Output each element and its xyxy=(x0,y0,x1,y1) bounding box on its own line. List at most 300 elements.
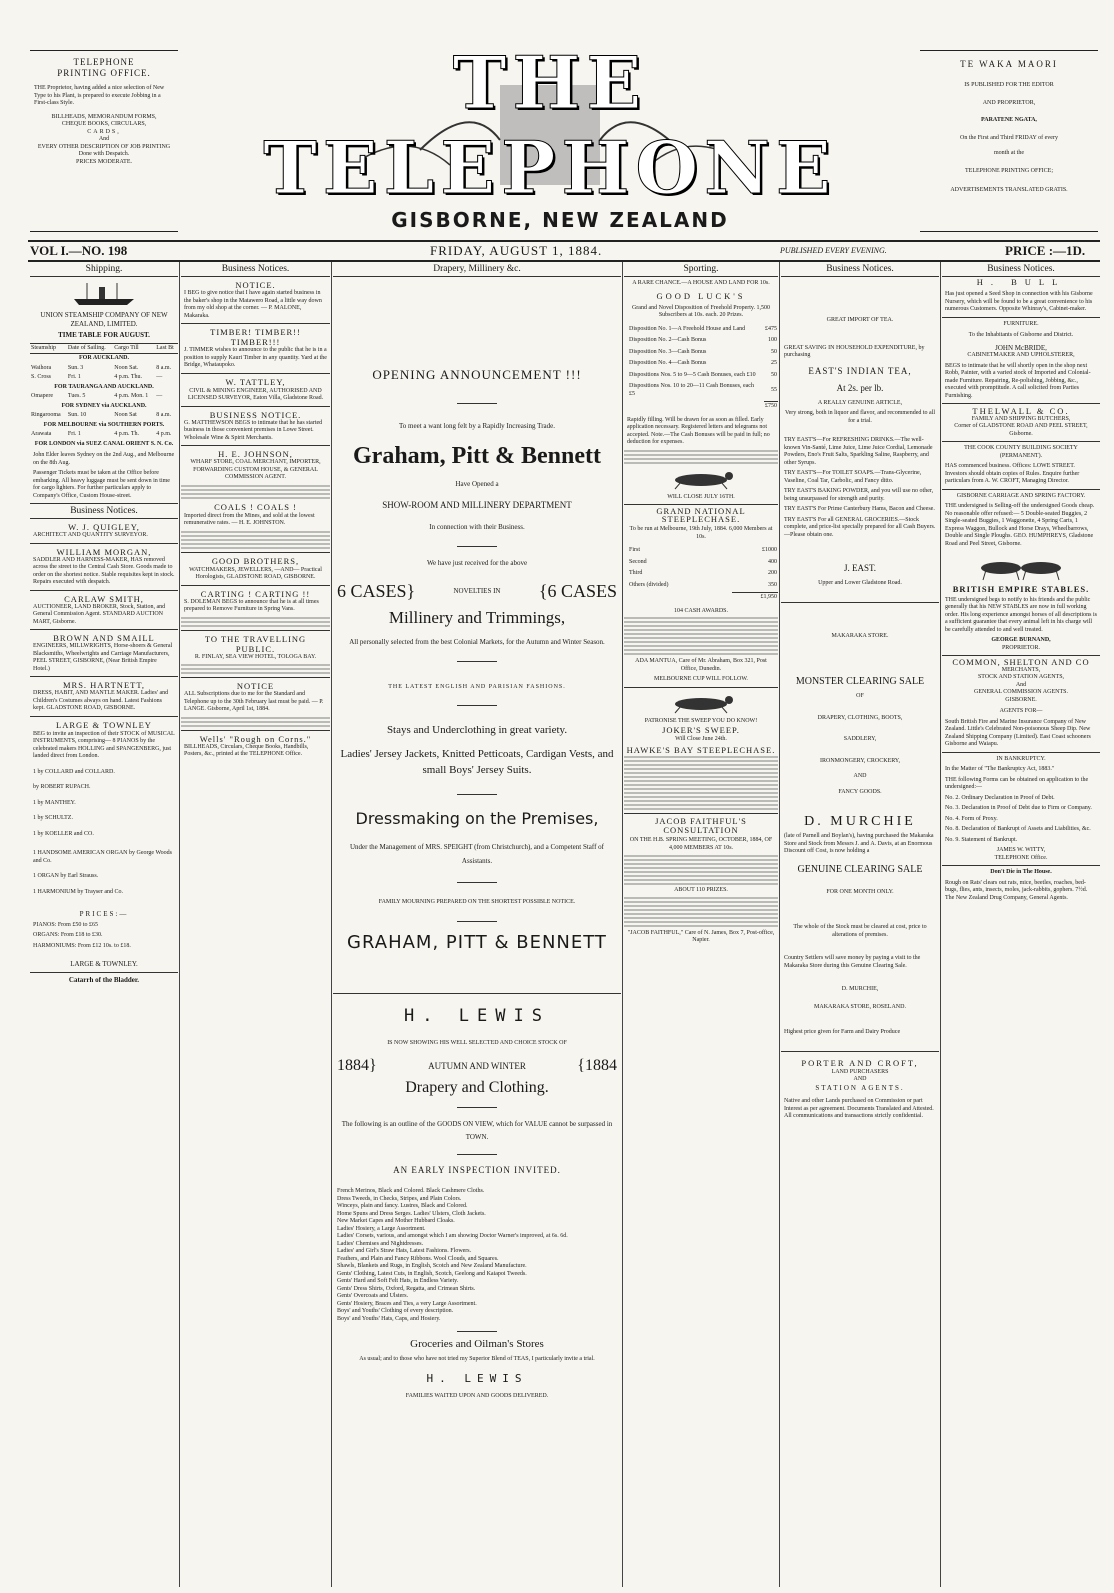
year-right: {1884 xyxy=(577,1057,617,1074)
table-cell: £1000 xyxy=(762,547,777,553)
header-rule xyxy=(28,240,1100,242)
table-cell: 50 xyxy=(771,371,777,378)
timetable-section: FOR SYDNEY via AUCKLAND. xyxy=(61,402,147,409)
ad-text: FAMILY MOURNING PREPARED ON THE SHORTEST POSSIBLE NOTICE. xyxy=(378,899,576,905)
novelties-label: NOVELTIES IN xyxy=(453,587,501,596)
ship-company: UNION STEAMSHIP COMPANY OF NEW ZEALAND, LIMITED. xyxy=(40,311,168,328)
ad-text: The whole of the Stock must be cleared at cost, price to alterations of premises. xyxy=(793,924,927,938)
table-cell: Second xyxy=(629,558,647,565)
table-cell: 25 xyxy=(771,360,777,366)
steamship-icon xyxy=(69,281,139,307)
showroom-line: SHOW-ROOM AND MILLINERY DEPARTMENT xyxy=(382,500,572,510)
box-item: And xyxy=(98,136,110,142)
column-heading: Sporting. xyxy=(624,262,778,277)
timetable-cell: Noon Sat xyxy=(114,412,137,418)
groceries-heading: Groceries and Oilman's Stores xyxy=(410,1338,544,1350)
goods-item: SADDLERY, xyxy=(843,736,877,742)
ad-title: Catarrh of the Bladder. xyxy=(68,975,140,984)
table-cell: Others (divided) xyxy=(629,581,669,588)
season-line xyxy=(337,1057,617,1075)
timetable-cell: Waihora xyxy=(31,364,52,371)
ad-title: H. E. JOHNSON, xyxy=(218,449,293,459)
goods-item: French Merinos, Black and Colored. Black Cashmere Cloths. xyxy=(337,1188,485,1194)
ad-text: FOR ONE MONTH ONLY. xyxy=(826,888,894,895)
fashions-line: THE LATEST ENGLISH AND PARISIAN FASHIONS. xyxy=(388,683,566,690)
masthead xyxy=(190,40,910,210)
box-item: EVERY OTHER DESCRIPTION OF JOB PRINTING xyxy=(37,143,171,150)
table-cell: £750 xyxy=(764,401,778,412)
ad-title: PORTER AND CROFT, xyxy=(801,1057,919,1068)
ad-title: Don't Die in The House. xyxy=(990,869,1052,875)
goods-item: Gents' Clothing, Latest Cuts, in English, Scotch, Geelong and Kaiapoi Tweeds. xyxy=(337,1270,527,1277)
ad-text: Native and other Lands purchased on Commission or part Interest as per agreement. Documents Translated and Attested. All communications and transactions strictly confidential. xyxy=(784,1098,934,1119)
goods-item: AND xyxy=(853,773,867,779)
timetable-cell: 8 a.m. xyxy=(156,412,172,418)
ad-text: To the Inhabitants of Gisborne and District. xyxy=(968,332,1074,338)
goods-item: Dress Tweeds, in Checks, Stripes, and Plain Colors. xyxy=(337,1195,462,1202)
ad-title: MRS. HARTNETT, xyxy=(62,680,146,690)
column-rule xyxy=(179,262,180,1587)
table-cell: £475 xyxy=(765,325,777,332)
ad-title: H. BULL xyxy=(976,277,1066,287)
goods-item: Home Spuns and Dress Serges. Ladies' Ulsters, Cloth Jackets. xyxy=(337,1210,486,1217)
list-item: by ROBERT RUPACH. xyxy=(33,784,91,790)
goods-item: Ladies' and Girl's Straw Hats, Latest Fashions. Flowers. xyxy=(337,1248,472,1254)
goods-item: Feathers, and Plain and Fancy Ribbons. Wool Clouds, and Squares. xyxy=(337,1255,499,1262)
goods-item: Boys' and Youths' Clothing of every description. xyxy=(337,1308,454,1314)
ad-title: GOOD LUCK'S xyxy=(656,290,746,301)
timetable-cell: Noon Sat. xyxy=(114,364,139,371)
ad-title: NOTICE xyxy=(236,681,275,691)
ad-text: Rapidly filling. Will be drawn for as soon as filled. Early application necessary. Registered letters and telegrams not accepted. Note.—The Cash Bonuses will be paid in full; no deduction for expenses. xyxy=(627,416,770,445)
ad-body: BEG to invite an inspection of their STOCK of MUSICAL INSTRUMENTS, comprising— 8 PIANOS by the celebrated makers HOLLING and SPANGENBERG, just landed direct from London. xyxy=(33,730,175,759)
timetable-header: Last Bt xyxy=(156,344,174,351)
list-item: 1 by KOELLER and CO. xyxy=(33,830,94,837)
ad-text: South British Fire and Marine Insurance Company of New Zealand. Little's Celebrated Non-poisonous Sheep Dip. New Zealand Shipping Company (Limited). East Coast schooners Gisborne and Waiapu. xyxy=(945,718,1091,747)
column-business-2 xyxy=(781,262,939,1587)
list-item: 1 ORGAN by Earl Strauss. xyxy=(33,873,99,879)
ad-title: GOOD BROTHERS, xyxy=(211,555,300,566)
column-heading: Business Notices. xyxy=(30,503,178,519)
ad-title: Wells' "Rough on Corns." xyxy=(199,733,312,744)
box-line: On the First and Third FRIDAY of every xyxy=(960,134,1058,141)
timetable-cell: Tues. 5 xyxy=(67,393,86,399)
timetable-section: FOR MELBOURNE via SOUTHERN PORTS. xyxy=(43,421,165,428)
box-line: ADVERTISEMENTS TRANSLATED GRATIS. xyxy=(950,187,1068,193)
box-line: IS PUBLISHED FOR THE EDITOR xyxy=(964,82,1054,88)
ad-title: STATION AGENTS. xyxy=(815,1083,905,1092)
form-item: No. 3. Declaration in Proof of Debt due to Firm or Company. xyxy=(945,805,1092,811)
ad-text: TELEPHONE Office. xyxy=(994,854,1048,861)
table-cell: Disposition No. 2—Cash Bonus xyxy=(629,337,707,343)
table-cell: 50 xyxy=(771,348,777,355)
goods-item: New Market Capes and Mother Hubbard Cloaks. xyxy=(337,1218,455,1224)
ad-signature: J. EAST. xyxy=(843,563,877,573)
ad-title: BRITISH EMPIRE STABLES. xyxy=(952,584,1090,594)
box-line: month at the xyxy=(994,150,1024,156)
box-subtitle: PRINTING OFFICE. xyxy=(57,68,151,78)
year-left: 1884} xyxy=(337,1057,377,1074)
ad-text: Will Close June 24th. xyxy=(675,736,727,742)
column-rule xyxy=(940,262,941,1587)
ad-title: TO THE TRAVELLING PUBLIC. xyxy=(204,633,307,654)
ad-text: HAS commenced business. Offices: LOWE STREET. Investors should obtain copies of Rules. Enquire further particulars from A. W. CROFT, Managing Director. xyxy=(945,463,1080,484)
ad-text: CABINETMAKER AND UPHOLSTERER, xyxy=(967,352,1075,358)
ad-text: To meet a want long felt by a Rapidly Increasing Trade. xyxy=(399,422,555,430)
ad-signature: GEORGE BURNAND, xyxy=(991,637,1051,643)
ad-text: OF xyxy=(856,693,864,699)
ad-text: Country Settlers will save money by paying a visit to the Makaraka Store during this Genuine Clearing Sale. xyxy=(784,955,921,969)
ad-title: COALS ! COALS ! xyxy=(214,501,297,512)
ad-body: I BEG to give notice that I have again started business in the baker's shop in the Matawero Road, a little way down from my old shop at the corner. — P. MALONE, Makaraka. xyxy=(184,290,322,319)
table-cell xyxy=(628,401,762,412)
ad-body: WATCHMAKERS, JEWELLERS, —AND— Practical Horologists, GLADSTONE ROAD, GISBORNE. xyxy=(189,566,322,580)
prizes-table xyxy=(626,544,778,605)
prices-heading: PRICES:— xyxy=(79,910,129,918)
table-cell: 55 xyxy=(771,386,777,393)
timetable-cell: Arawata xyxy=(31,431,52,437)
list-item: 1 by SCHULTZ. xyxy=(33,815,73,821)
racehorse-icon xyxy=(661,468,741,490)
ad-text: ADA MANTUA, Care of Mr. Abraham, Box 321, Post Office, Dunedin. xyxy=(635,658,767,672)
table-cell: Disposition No. 4—Cash Bonus xyxy=(629,360,707,366)
ad-text: GISBORNE. xyxy=(1005,696,1037,703)
column-rule xyxy=(331,262,332,1587)
table-cell: £1,950 xyxy=(732,592,778,603)
timetable-section: FOR LONDON via SUEZ CANAL ORIENT S. N. Co. xyxy=(34,440,174,447)
price: PRICE :—1D. xyxy=(1005,243,1086,258)
box-line: AND PROPRIETOR, xyxy=(982,99,1036,106)
timetable-cell: 4 p.m. xyxy=(156,431,172,437)
ad-title: AGENTS FOR— xyxy=(999,708,1043,714)
ad-title: GISBORNE CARRIAGE AND SPRING FACTORY. xyxy=(956,492,1086,499)
ad-text: Rough on Rats' clears out rats, mice, beetles, roaches, bed-bugs, flies, ants, insects, moles, jack-rabbits, gophers. 7½d. The New Zealand Drug Company, General Agents. xyxy=(945,879,1088,901)
column-heading: Business Notices. xyxy=(781,262,939,277)
ad-text: Very strong, both in liquor and flavor, and recommended to all for a trial. xyxy=(784,410,936,424)
ad-title: JOHN McBRIDE, xyxy=(995,343,1047,352)
list-item: 1 by COLLARD and COLLARD. xyxy=(33,768,115,775)
ad-text: As usual; and to those who have not tried my Superior Blend of TEAS, I particularly invite a trial. xyxy=(359,1356,595,1362)
ad-title: LARGE & TOWNLEY xyxy=(56,719,152,730)
season-label: AUTUMN AND WINTER xyxy=(428,1060,526,1071)
ad-title: TIMBER! TIMBER!! TIMBER!!! xyxy=(210,327,301,347)
column-heading: Drapery, Millinery &c. xyxy=(333,262,621,277)
column-heading: Business Notices. xyxy=(942,262,1100,277)
ad-text: ON THE H.B. SPRING MEETING, OCTOBER, 1884, OF 4,000 MEMBERS AT 10s. xyxy=(629,837,773,851)
box-item: BILLHEADS, MEMORANDUM FORMS, xyxy=(51,113,157,120)
ad-text: FAMILY AND SHIPPING BUTCHERS, xyxy=(971,415,1071,422)
ad-text: All personally selected from the best Colonial Markets, for the Autumn and Winter Season. xyxy=(349,638,605,646)
timetable-header: Date of Sailing. xyxy=(67,344,106,351)
ad-text: A REALLY GENUINE ARTICLE, xyxy=(817,399,903,406)
timetable-cell: 4 p.m. Mon. 1 xyxy=(114,393,149,399)
box-item: PRICES MODERATE. xyxy=(75,158,132,165)
box-item: Done with Despatch. xyxy=(78,151,130,157)
column-sporting xyxy=(624,262,778,1587)
timetable-title: TIME TABLE FOR AUGUST. xyxy=(58,331,150,339)
table-cell: 400 xyxy=(768,558,777,565)
ad-title: COMMON, SHELTON AND CO xyxy=(952,657,1090,667)
table-cell: 350 xyxy=(768,581,777,588)
list-item: 1 by MANTHEY. xyxy=(33,799,76,806)
column-business-1 xyxy=(181,262,330,1587)
ad-title: CONSULTATION xyxy=(663,824,739,835)
ad-text: PROPRIETOR. xyxy=(1001,644,1041,651)
masthead-subtitle: GISBORNE, NEW ZEALAND xyxy=(391,208,729,232)
form-item: No. 9. Statement of Bankrupt. xyxy=(945,836,1018,843)
ad-text: In the Matter of "The Bankruptcy Act, 1883." xyxy=(945,766,1055,772)
ad-title: JOKER'S SWEEP. xyxy=(662,725,740,735)
timetable-header: Cargo Till xyxy=(114,344,139,351)
try-item: TRY EAST'S—For REFRESHING DRINKS.—The well-known Vin-Santé, Lime Juice, Lime Juice Cordial, Lemonade Powders, Eno's Fruit Salts, Sparkling Saline, Raspberry, and other Syrups. xyxy=(784,437,933,466)
list-item: 1 HANDSOME AMERICAN ORGAN by George Woods and Co. xyxy=(33,850,172,864)
dressmaking-heading: Dressmaking on the Premises, xyxy=(355,809,599,828)
timetable-cell: Sun. 10 xyxy=(67,412,87,418)
ad-title: W. J. QUIGLEY, xyxy=(68,522,140,532)
ad-text: Upper and Lower Gladstone Road. xyxy=(818,580,902,586)
table-cell: 100 xyxy=(768,337,777,343)
ad-title: At 2s. per lb. xyxy=(836,382,884,393)
try-item: TRY EAST'S For all GENERAL GROCERIES.—Stock complete, and price-list specially prepared for all Cash Buyers.—Please obtain one. xyxy=(784,516,936,538)
ad-signature: LARGE & TOWNLEY. xyxy=(70,960,138,968)
ad-text: Under the Management of MRS. SPEIGHT (from Christchurch), and a Competent Staff of Assistants. xyxy=(349,843,605,865)
timetable xyxy=(30,343,178,450)
firm-name: Graham, Pitt & Bennett xyxy=(353,442,601,469)
box-item: CHEQUE BOOKS, CIRCULARS, xyxy=(61,121,147,127)
table-cell: Dispositions Nos. 10 to 20—11 Cash Bonuses, each £5 xyxy=(629,383,754,397)
ad-title: THELWALL & CO. xyxy=(972,406,1070,416)
opening-announcement: OPENING ANNOUNCEMENT !!! xyxy=(372,367,582,382)
ad-title: IN BANKRUPTCY. xyxy=(996,755,1046,762)
column-rule xyxy=(622,262,623,1587)
goods-item: DRAPERY, CLOTHING, BOOTS, xyxy=(817,714,903,721)
cases-line xyxy=(337,581,617,602)
column-business-3 xyxy=(942,262,1100,1587)
racehorse-icon xyxy=(661,692,741,714)
column-rule xyxy=(779,262,780,1587)
ad-text: STOCK AND STATION AGENTS, xyxy=(977,674,1065,680)
column-heading: Shipping. xyxy=(30,262,178,277)
form-item: No. 8. Declaration of Bankrupt of Assets and Liabilities, &c. xyxy=(945,826,1091,832)
ad-title: GREAT IMPORT OF TEA. xyxy=(826,317,894,323)
timetable-cell: — xyxy=(156,374,163,380)
ad-text: WILL CLOSE JULY 16TH. xyxy=(667,493,735,500)
ad-text: Ladies' Jersey Jackets, Knitted Petticoats, Cardigan Vests, and small Boys' Jersey Suits. xyxy=(340,748,614,776)
ad-text: AND xyxy=(853,1076,867,1082)
issue-date: FRIDAY, AUGUST 1, 1884. xyxy=(430,243,603,258)
table-cell: Dispositions Nos. 5 to 9—5 Cash Bonuses, each £10 xyxy=(629,371,756,378)
ad-title: CARLAW SMITH, xyxy=(64,593,144,604)
millinery-heading: Millinery and Trimmings, xyxy=(388,608,566,627)
table-cell xyxy=(628,592,730,603)
ad-title: BUSINESS NOTICE. xyxy=(209,409,302,420)
box-intro: THE Proprietor, having added a nice selection of New Type to his Plant, is prepared to execute Jobbing in a First-class Style. xyxy=(34,85,165,106)
ad-text: Highest price given for Farm and Dairy Produce xyxy=(784,1029,901,1035)
ad-title: WILLIAM MORGAN, xyxy=(56,546,152,557)
ad-text: In connection with their Business. xyxy=(429,523,525,531)
timetable-cell: — xyxy=(156,393,163,399)
ad-title: FURNITURE. xyxy=(1003,320,1039,327)
ad-text: THE undersigned begs to notify to his friends and the public generally that his NEW STABLES are now in full working order. His long experience amongst horses of all descriptions is a sufficient guarantee that every animal left in his charge will be carefully attended to and well treated. xyxy=(945,596,1097,633)
table-cell: First xyxy=(629,547,641,553)
ad-text: The following is an outline of the GOODS ON VIEW, which for VALUE cannot be surpassed in TOWN. xyxy=(341,1120,613,1141)
ad-text: To be run at Melbourne, 19th July, 1884. 6,000 Members at 10s. xyxy=(629,526,773,540)
ad-title: JACOB FAITHFUL'S xyxy=(655,816,747,826)
timetable-cell: Sun. 3 xyxy=(67,364,84,371)
ad-body: G. MATTHEWSON BEGS to intimate that he has started business in those convenient premises in Lowe Street. Wholesale Wine & Spirit Merchants. xyxy=(184,419,323,441)
column-shipping xyxy=(30,262,178,1587)
goods-item: Ladies' Corsets, various, and amongst which I am showing Doctor Warner's improved, at 6s. 6d. xyxy=(337,1233,568,1239)
ad-body: S. DOLEMAN BEGS to announce that he is at all times prepared to Remove Furniture in Spring Vans. xyxy=(184,598,319,612)
ad-body: R. FINLAY, SEA VIEW HOTEL, TOLOGA BAY. xyxy=(194,653,317,660)
list-item: 1 HARMONIUM by Trayser and Co. xyxy=(33,888,124,895)
ad-text: ABOUT 110 PRIZES. xyxy=(674,887,728,893)
ad-title: D. MURCHIE xyxy=(804,814,916,829)
ad-body: Imported direct from the Mines, and sold at the lowest remunerative rates. — H. E. JOHNSTON. xyxy=(184,512,315,526)
form-item: No. 2. Ordinary Declaration in Proof of Debt. xyxy=(945,794,1055,801)
dispositions-table xyxy=(626,323,778,414)
te-waka-box xyxy=(920,50,1098,232)
ad-title: GENUINE CLEARING SALE xyxy=(797,863,923,875)
ad-title: W. TATTLEY, xyxy=(225,376,286,387)
goods-item: Shawls, Blankets and Rugs, in English, Scotch and New Zealand Manufacture. xyxy=(337,1263,527,1269)
volume-number: VOL I.—NO. 198 xyxy=(30,243,128,258)
cases-left: 6 CASES} xyxy=(337,581,416,601)
timetable-cell: Ringarooma xyxy=(31,412,61,418)
timetable-cell: Omapere xyxy=(31,393,53,399)
masthead-title: THE TELEPHONE xyxy=(263,40,837,210)
ad-text: THE undersigned is Selling-off the undersigned Goods cheap. No reasonable offer refused:— 5 Double-seated Buggies, 2 Single-seated Buggies, 1 Waggonette, 4 Spring Carts, 1 Express Waggon, Bullock and Horse Drays, Wheelbarrows, Double and Single Ploughs. GEO. HUMPHREYS, Gladstone Road and Peel Street, Gisborne. xyxy=(945,503,1095,547)
ad-text: (late of Parnell and Boylan's), having purchased the Makaraka Store and Stock from Messrs J. and A. Davis, at an Enormous Discount off Cost, is now holding a xyxy=(784,833,934,854)
timetable-cell: Fri. 1 xyxy=(67,374,81,380)
ad-text: MELBOURNE CUP WILL FOLLOW. xyxy=(654,676,748,682)
ad-title: CARTING ! CARTING !! xyxy=(200,588,311,599)
ad-text: Stays and Underclothing in great variety. xyxy=(386,724,568,736)
ad-title: A RARE CHANCE.—A HOUSE AND LAND FOR 10s. xyxy=(632,280,770,286)
cases-right: {6 CASES xyxy=(538,581,617,601)
table-cell: Disposition No. 1—A Freehold House and Land xyxy=(629,325,746,332)
goods-item: IRONMONGERY, CROCKERY, xyxy=(820,757,900,764)
ad-body: ALL Subscriptions due to me for the Standard and Telephone up to the 30th February last must be paid. — P. LANGE. Gisborne, April 1st, 1884. xyxy=(184,691,324,712)
goods-item: Gents' Dress Shirts, Oxford, Regatta, and Crimean Shirts. xyxy=(337,1285,476,1292)
goods-item: FANCY GOODS. xyxy=(838,788,882,795)
ad-body: ARCHITECT AND QUANTITY SURVEYOR. xyxy=(33,532,148,538)
published-note: PUBLISHED EVERY EVENING. xyxy=(780,246,887,255)
ship-note: Passenger Tickets must be taken at the Office before embarking. All heavy luggage must be sent down in time for cargo lighters. For further particulars apply to Company's Office, Custom House-street. xyxy=(33,470,170,499)
form-item: THE following Forms can be obtained on application to the undersigned:— xyxy=(945,776,1089,790)
ad-body: SADDLER AND HARNESS-MAKER, HAS removed across the street to the Central Cash Store. Goods made to order on the shortest notice. Stable requisites kept in stock. Repairs executed with despatch. xyxy=(33,556,175,585)
timetable-cell: 4 p.m. Th. xyxy=(114,431,140,437)
ad-title: BROWN AND SMAILL xyxy=(53,633,155,643)
timetable-header: Steamship xyxy=(31,344,56,351)
printing-office-box xyxy=(30,50,178,232)
goods-item: Boys' and Youths' Hats, Caps, and Hosiery. xyxy=(337,1315,441,1322)
ad-text: GENERAL COMMISSION AGENTS. xyxy=(974,689,1068,695)
box-line: PARATENE NGATA, xyxy=(981,117,1037,123)
ad-body: J. TIMMER wishes to announce to the public that he is in a position to supply Kauri Timber in any quantity. Yard at the Bridge, Whataupoko. xyxy=(184,347,327,368)
ad-text: And xyxy=(1015,681,1027,688)
ad-title: GRAND NATIONAL STEEPLECHASE. xyxy=(656,506,746,524)
try-item: TRY EAST'S—For TOILET SOAPS.—Trans-Glycerine, Vaseline, Coal Tar, Carbolic, and Fancy ditto. xyxy=(784,470,922,484)
table-cell: Disposition No. 3—Cash Bonus xyxy=(629,348,707,355)
price-item: ORGANS: From £18 to £30. xyxy=(33,932,103,938)
timetable-cell: 4 p.m. Thu. xyxy=(114,374,143,380)
ad-title: MONSTER CLEARING SALE xyxy=(795,676,925,687)
column-heading: Business Notices. xyxy=(181,262,330,277)
ad-text: LAND PURCHASERS xyxy=(831,1068,889,1075)
ad-text: Grand and Novel Disposition of Freehold Property. 1,500 Subscribers at 10s. each. 20 Prizes. xyxy=(631,304,771,318)
ad-title: EAST'S INDIAN TEA, xyxy=(808,365,912,376)
ad-body: WHARF STORE, COAL MERCHANT, IMPORTER, FORWARDING CUSTOM HOUSE, & GENERAL COMMISSION AGENT. xyxy=(190,459,321,480)
ad-title: THE COOK COUNTY BUILDING SOCIETY (PERMANENT). xyxy=(964,445,1078,459)
ad-signature: JAMES W. WITTY, xyxy=(996,847,1046,853)
ship-note: John Elder leaves Sydney on the 2nd Aug., and Melbourne on the 8th Aug. xyxy=(33,452,175,466)
ad-text: 104 CASH AWARDS. xyxy=(673,607,729,614)
drapery-heading: Drapery and Clothing. xyxy=(405,1079,549,1096)
goods-list xyxy=(337,1188,617,1323)
ad-title: HAWKE'S BAY STEEPLECHASE. xyxy=(626,744,776,755)
timetable-cell: Fri. 1 xyxy=(67,431,81,437)
ad-text: BEGS to intimate that he will shortly open in the shop next Robb, Painter, with a varied stock of Imported and Colonial-made Furniture. Repairing, Re-polishing, Jobbing, &c., executed with promptitude. A call solicited from Parties Furnishing. xyxy=(945,362,1091,399)
ad-body: BILLHEADS, Circulars, Cheque Books, Handbills, Posters, &c., printed at the TELEPHONE Office. xyxy=(184,743,309,757)
ad-text: IS NOW SHOWING HIS WELL SELECTED AND CHOICE STOCK OF xyxy=(387,1039,567,1046)
lewis-heading: H. LEWIS xyxy=(426,1371,528,1385)
ad-signature: D. MURCHIE, xyxy=(841,986,879,992)
box-item: CARDS, xyxy=(87,128,121,135)
ad-text: Has just opened a Seed Shop in connection with his Gisborne Nursery, which will be found to be a great convenience to his numerous Customers. Opposite Whinray's, Cabinet-maker. xyxy=(945,291,1093,312)
ad-text: MERCHANTS, xyxy=(1001,666,1041,673)
try-item: TRY EAST'S For Prime Canterbury Hams, Bacon and Cheese. xyxy=(784,506,935,512)
timetable-section: FOR TAURANGA AND AUCKLAND. xyxy=(54,383,154,390)
inspection-line: AN EARLY INSPECTION INVITED. xyxy=(393,1165,561,1175)
lewis-heading: H. LEWIS xyxy=(404,1005,550,1026)
table-cell: 200 xyxy=(768,570,777,576)
box-title: TE WAKA MAORI xyxy=(960,59,1058,69)
box-line: TELEPHONE PRINTING OFFICE; xyxy=(965,167,1053,174)
goods-item: Ladies' Hosiery, a Large Assortment. xyxy=(337,1225,426,1232)
firm-name: GRAHAM, PITT & BENNETT xyxy=(347,931,607,953)
ad-text: MAKARAKA STORE, ROSELAND. xyxy=(814,1003,906,1010)
goods-item: Ladies' Chemises and Nightdresses. xyxy=(337,1240,424,1247)
column-drapery xyxy=(333,262,621,1587)
ad-text: FAMILIES WAITED UPON AND GOODS DELIVERED. xyxy=(405,1392,549,1399)
form-item: No. 4. Form of Proxy. xyxy=(945,815,998,822)
ad-text: PATRONISE THE SWEEP YOU DO KNOW! xyxy=(644,717,758,724)
try-item: TRY EAST'S BAKING POWDER, and you will use no other, being unsurpassed for strength and purity. xyxy=(784,488,934,502)
timetable-cell: 8 a.m. xyxy=(156,364,172,371)
table-cell: Third xyxy=(629,570,643,576)
ad-text: "JACOB FAITHFUL," Care of N. James, Box 7, Post-office, Napier. xyxy=(627,929,775,943)
ad-body: AUCTIONEER, LAND BROKER, Stock, Station, and General Commission Agent. STANDARD AUCTION MART, Gisborne. xyxy=(33,603,166,625)
goods-item: Gents' Hard and Soft Felt Hats, in Endless Variety. xyxy=(337,1278,459,1284)
ad-title: MAKARAKA STORE. xyxy=(831,632,889,639)
price-item: HARMONIUMS: From £12 10s. to £18. xyxy=(33,942,131,949)
price-item: PIANOS: From £50 to £65 xyxy=(33,921,99,928)
stables-horses-icon xyxy=(971,552,1071,582)
box-title: TELEPHONE xyxy=(73,57,135,67)
ad-text: We have just received for the above xyxy=(426,558,528,567)
goods-item: Gents' Hosiery, Braces and Ties, a very Large Assortment. xyxy=(337,1300,477,1307)
goods-item: Gents' Overcoats and Ulsters. xyxy=(337,1293,409,1299)
ad-title: NOTICE. xyxy=(235,280,276,290)
goods-item: Winceys, plain and fancy. Lustres, Black and Colored. xyxy=(337,1203,468,1209)
ad-body: DRESS, HABIT, AND MANTLE MAKER. Ladies' and Children's Costumes always on hand. Latest Fashions kept. GLADSTONE ROAD, GISBORNE. xyxy=(33,690,169,711)
ad-body: CIVIL & MINING ENGINEER, AUTHORISED AND LICENSED SURVEYOR, Eaton Villa, Gladstone Road. xyxy=(187,387,324,401)
ad-body: ENGINEERS, MILLWRIGHTS, Horse-shoers & General Blacksmiths, Wheelwrights and Carriage Manufacturers, PEEL STREET, GISBORNE, (Near British Empire Hotel.) xyxy=(33,643,173,672)
timetable-cell: S. Cross xyxy=(31,374,52,380)
ad-text: Have Opened a xyxy=(455,479,499,488)
ad-text: Corner of GLADSTONE ROAD AND PEEL STREET, Gisborne. xyxy=(954,423,1088,437)
